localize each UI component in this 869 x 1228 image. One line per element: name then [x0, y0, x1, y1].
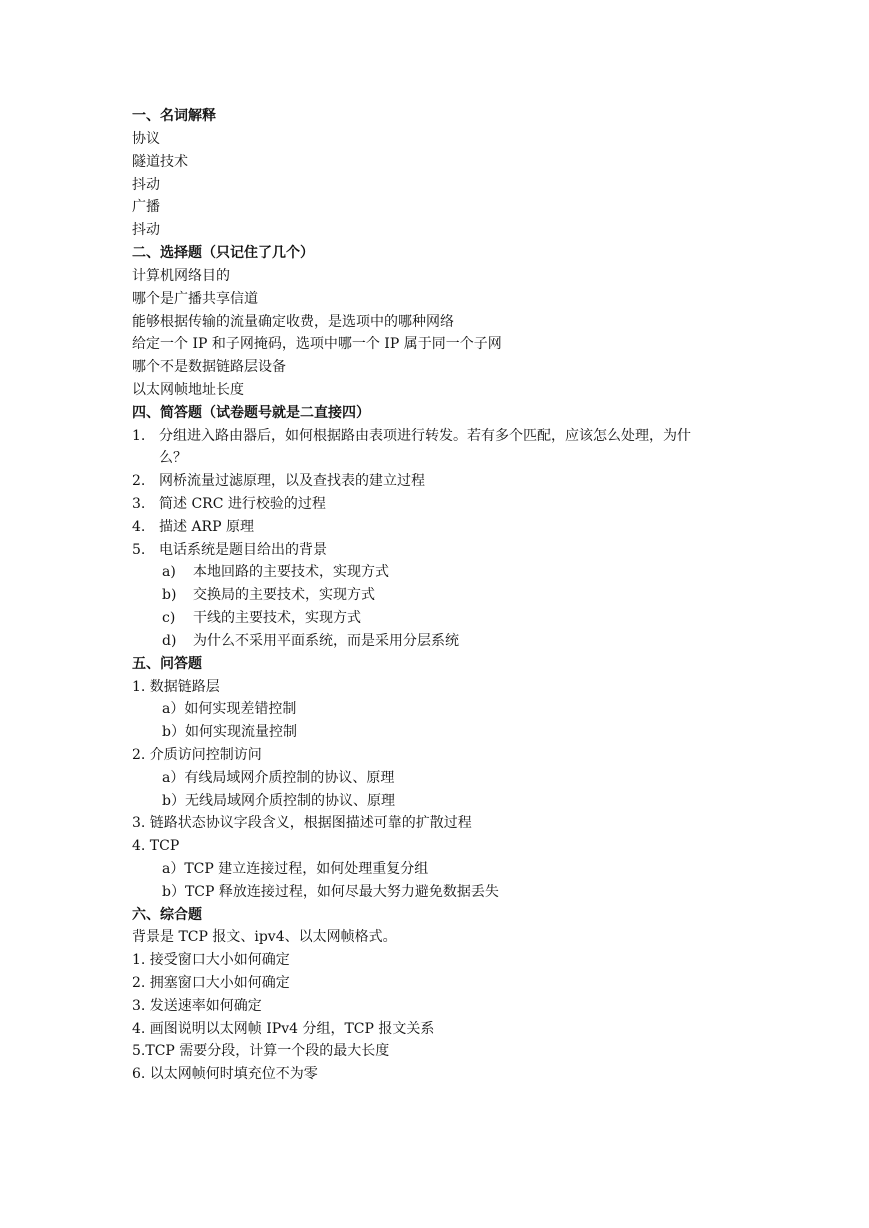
- list-item: 抖动: [132, 177, 160, 193]
- section-intro: 背景是 TCP 报文、ipv4、以太网帧格式。: [132, 929, 397, 945]
- sub-item: a）TCP 建立连接过程，如何处理重复分组: [162, 861, 429, 877]
- numbered-item-marker: 4.: [132, 519, 146, 535]
- sub-item-marker: d): [162, 633, 177, 649]
- list-item: 哪个是广播共享信道: [132, 291, 258, 307]
- sub-item: b）如何实现流量控制: [162, 724, 297, 740]
- numbered-item-marker: 3.: [132, 496, 146, 512]
- list-item: 广播: [132, 199, 160, 215]
- list-item: 给定一个 IP 和子网掩码，选项中哪一个 IP 属于同一个子网: [132, 336, 502, 352]
- list-item: 抖动: [132, 222, 160, 238]
- sub-item-marker: a): [162, 564, 176, 580]
- list-item: 2. 介质访问控制访问: [132, 747, 262, 763]
- sub-item: a）如何实现差错控制: [162, 701, 297, 717]
- list-item: 3. 发送速率如何确定: [132, 998, 262, 1014]
- numbered-item-continuation: 么？: [159, 450, 187, 466]
- sub-item: a）有线局域网介质控制的协议、原理: [162, 770, 395, 786]
- list-item: 计算机网络目的: [132, 268, 230, 284]
- sub-item: b）TCP 释放连接过程，如何尽最大努力避免数据丢失: [162, 884, 499, 900]
- list-item: 以太网帧地址长度: [132, 382, 244, 398]
- list-item: 6. 以太网帧何时填充位不为零: [132, 1066, 318, 1082]
- numbered-item-text: 描述 ARP 原理: [159, 519, 254, 535]
- numbered-item-marker: 1.: [132, 428, 146, 444]
- numbered-item-marker: 2.: [132, 473, 146, 489]
- numbered-item-text: 分组进入路由器后，如何根据路由表项进行转发。若有多个匹配，应该怎么处理，为什: [159, 428, 691, 444]
- list-item: 能够根据传输的流量确定收费，是选项中的哪种网络: [132, 314, 454, 330]
- numbered-item-text: 网桥流量过滤原理，以及查找表的建立过程: [159, 473, 425, 489]
- list-item: 2. 拥塞窗口大小如何确定: [132, 975, 290, 991]
- list-item: 4. TCP: [132, 838, 180, 854]
- sub-item-text: 为什么不采用平面系统，而是采用分层系统: [193, 633, 459, 649]
- numbered-item-text: 简述 CRC 进行校验的过程: [159, 496, 326, 512]
- list-item: 1. 接受窗口大小如何确定: [132, 952, 290, 968]
- section-heading-comprehensive: 六、综合题: [132, 907, 202, 923]
- list-item: 4. 画图说明以太网帧 IPv4 分组，TCP 报文关系: [132, 1021, 435, 1037]
- section-heading-terms: 一、名词解释: [132, 108, 216, 124]
- section-heading-short-answer: 四、简答题（试卷题号就是二直接四）: [132, 405, 370, 421]
- sub-item-text: 交换局的主要技术，实现方式: [193, 587, 375, 603]
- sub-item-marker: c): [162, 610, 176, 626]
- section-heading-qa: 五、问答题: [132, 656, 202, 672]
- list-item: 1. 数据链路层: [132, 679, 220, 695]
- list-item: 3. 链路状态协议字段含义，根据图描述可靠的扩散过程: [132, 815, 472, 831]
- section-heading-choice: 二、选择题（只记住了几个）: [132, 245, 314, 261]
- numbered-item-text: 电话系统是题目给出的背景: [159, 542, 327, 558]
- list-item: 隧道技术: [132, 154, 188, 170]
- sub-item-text: 本地回路的主要技术，实现方式: [193, 564, 389, 580]
- list-item: 5.TCP 需要分段，计算一个段的最大长度: [132, 1043, 390, 1059]
- sub-item-marker: b): [162, 587, 177, 603]
- list-item: 哪个不是数据链路层设备: [132, 359, 286, 375]
- numbered-item-marker: 5.: [132, 542, 146, 558]
- list-item: 协议: [132, 131, 160, 147]
- sub-item: b）无线局域网介质控制的协议、原理: [162, 793, 395, 809]
- sub-item-text: 干线的主要技术，实现方式: [193, 610, 361, 626]
